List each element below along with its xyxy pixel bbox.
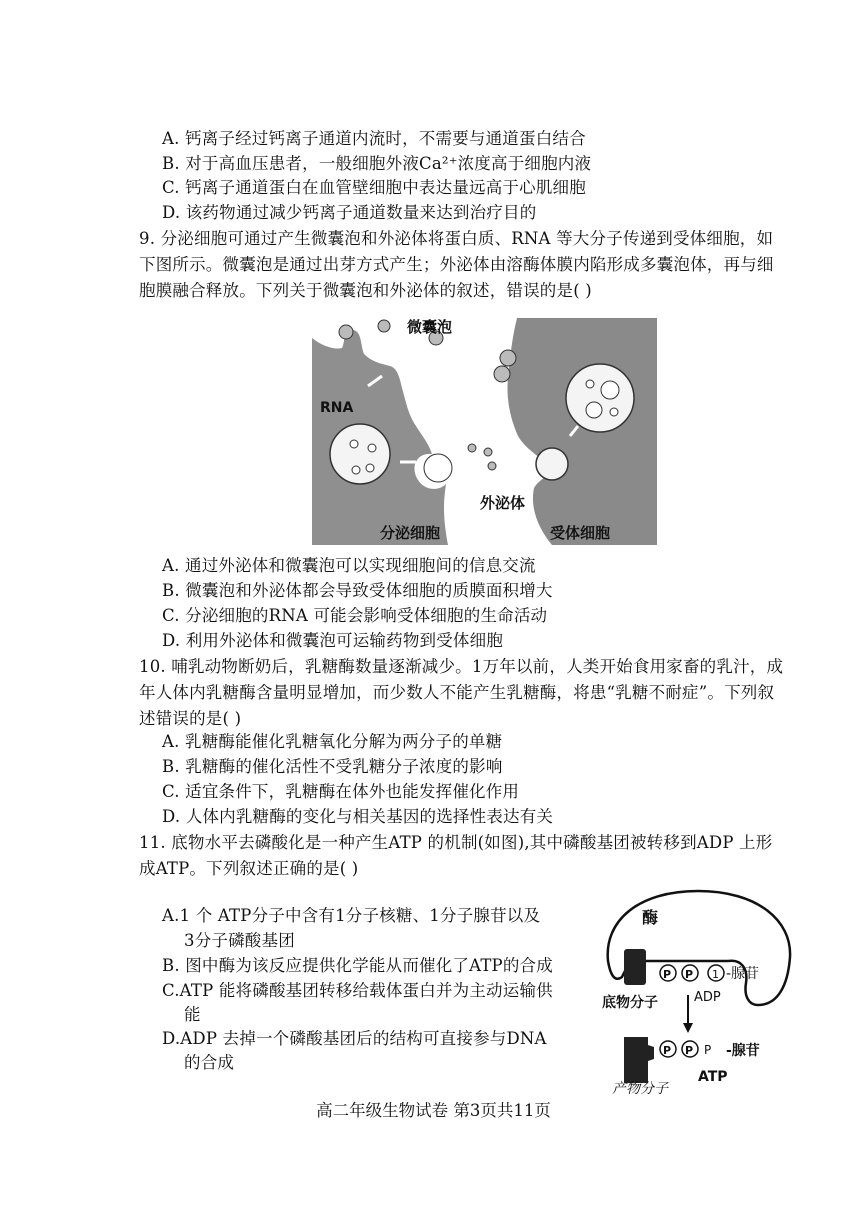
page-footer: 高二年级生物试卷 第3页共11页	[316, 1101, 551, 1120]
label-secretory-cell: 分泌细胞	[380, 524, 441, 542]
product-block	[624, 1037, 654, 1083]
mvb-receptor	[566, 364, 634, 432]
q10-stem-line3: 述错误的是( )	[139, 709, 242, 728]
q9-option-b: B. 微囊泡和外泌体都会导致受体细胞的质膜面积增大	[162, 581, 553, 600]
label-microvesicle: 微囊泡	[407, 318, 453, 336]
atp-figure	[598, 887, 798, 1099]
q10-option-b: B. 乳糖酶的催化活性不受乳糖分子浓度的影响	[162, 757, 503, 776]
label-receptor-cell: 受体细胞	[550, 524, 611, 542]
q11-option-a-cont: 3分子磷酸基团	[184, 931, 295, 950]
q10-option-a: A. 乳糖酶能催化乳糖氧化分解为两分子的单糖	[162, 732, 503, 751]
q10-option-d: D. 人体内乳糖酶的变化与相关基因的选择性表达有关	[162, 807, 554, 826]
mvb-secretory	[330, 424, 390, 484]
q11-option-c-cont: 能	[184, 1005, 201, 1024]
q8-option-a: A. 钙离子经过钙离子通道内流时，不需要与通道蛋白结合	[162, 129, 586, 148]
label-adenosine-bottom: -腺苷	[726, 1043, 760, 1059]
q11-option-a: A.1 个 ATP分子中含有1分子核糖、1分子腺苷以及	[162, 906, 541, 925]
q11-option-d: D.ADP 去掉一个磷酸基团后的结构可直接参与DNA	[162, 1029, 547, 1048]
q11-stem-line1: 11. 底物水平去磷酸化是一种产生ATP 的机制(如图),其中磷酸基团被转移到ADP 上形	[139, 833, 773, 852]
atp-phosphate-2: P	[685, 1044, 694, 1057]
endosome-receptor	[536, 448, 568, 480]
q9-option-d: D. 利用外泌体和微囊泡可运输药物到受体细胞	[162, 631, 504, 650]
q9-stem-line1: 9. 分泌细胞可通过产生微囊泡和外泌体将蛋白质、RNA 等大分子传递到受体细胞，如	[139, 229, 774, 248]
q8-option-d: D. 该药物通过减少钙离子通道数量来达到治疗目的	[162, 203, 537, 222]
label-adenosine-top: -腺苷	[726, 966, 760, 982]
q10-option-c: C. 适宜条件下，乳糖酶在体外也能发挥催化作用	[162, 782, 520, 801]
q8-option-c: C. 钙离子通道蛋白在血管壁细胞中表达量远高于心肌细胞	[162, 178, 586, 197]
label-product: 产物分子	[612, 1081, 668, 1097]
vesicle-figure	[312, 318, 657, 545]
q9-stem-line2: 下图所示。微囊泡是通过出芽方式产生；外泌体由溶酶体膜内陷形成多囊泡体，再与细	[139, 255, 774, 274]
q9-stem-line3: 胞膜融合释放。下列关于微囊泡和外泌体的叙述，错误的是( )	[139, 281, 592, 300]
label-enzyme: 酶	[642, 908, 659, 927]
q11-stem-line2: 成ATP。下列叙述正确的是( )	[139, 859, 359, 878]
atp-phosphate-1: P	[663, 1044, 672, 1057]
q11-option-d-cont: 的合成	[184, 1053, 235, 1072]
q9-option-c: C. 分泌细胞的RNA 可能会影响受体细胞的生命活动	[162, 606, 548, 625]
q8-option-b: B. 对于高血压患者，一般细胞外液Ca²⁺浓度高于细胞内液	[162, 154, 592, 173]
q9-option-a: A. 通过外泌体和微囊泡可以实现细胞间的信息交流	[162, 556, 536, 575]
q10-stem-line1: 10. 哺乳动物断奶后，乳糖酶数量逐渐减少。1万年以前，人类开始食用家畜的乳汁，成	[139, 657, 784, 676]
enzyme-outline	[608, 891, 790, 1005]
phosphate-3: 1	[712, 968, 719, 981]
label-adp: ADP	[694, 990, 721, 1005]
q11-option-b: B. 图中酶为该反应提供化学能从而催化了ATP的合成	[162, 956, 553, 975]
label-substrate: 底物分子	[602, 995, 658, 1011]
phosphate-1: P	[663, 968, 672, 981]
label-rna: RNA	[320, 400, 354, 416]
label-exosome: 外泌体	[480, 494, 526, 512]
atp-phosphate-3: P	[704, 1043, 712, 1057]
q10-stem-line2: 年人体内乳糖酶含量明显增加，而少数人不能产生乳糖酶，将患“乳糖不耐症”。下列叙	[139, 683, 775, 702]
phosphate-2: P	[685, 968, 694, 981]
substrate-block	[624, 949, 646, 985]
label-atp: ATP	[698, 1069, 728, 1085]
q11-option-c: C.ATP 能将磷酸基团转移给载体蛋白并为主动运输供	[162, 981, 553, 1000]
